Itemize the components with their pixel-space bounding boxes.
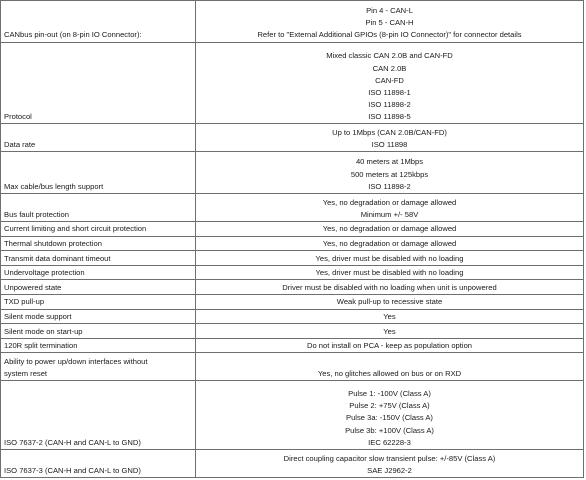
spec-value-cell xyxy=(196,353,584,381)
spec-label-cell xyxy=(1,353,196,381)
spec-row xyxy=(1,124,584,152)
spec-value-cell xyxy=(196,236,584,251)
spec-row xyxy=(1,1,584,43)
spec-value: Yes, driver must be disabled with no loading xyxy=(315,268,464,278)
spec-value: CAN 2.0B xyxy=(372,63,407,73)
spec-value: Weak pull-up to recessive state xyxy=(336,297,443,307)
spec-value: SAE J2962-2 xyxy=(367,465,412,475)
spec-label-cell xyxy=(1,449,196,477)
spec-row xyxy=(1,222,584,237)
spec-value: Pin 4 - CAN-L xyxy=(366,5,413,15)
spec-row xyxy=(1,152,584,194)
spec-row xyxy=(1,194,584,222)
spec-value: ISO 11898 xyxy=(371,140,408,150)
spec-value: Pin 5 - CAN-H xyxy=(365,18,414,28)
spec-value-cell xyxy=(196,194,584,222)
spec-value-cell xyxy=(196,449,584,477)
spec-label-cell xyxy=(1,1,196,43)
spec-label: Silent mode support xyxy=(4,312,72,321)
spec-value-cell xyxy=(196,338,584,353)
spec-value: CAN-FD xyxy=(375,75,404,85)
spec-value-cell xyxy=(196,152,584,194)
spec-row xyxy=(1,236,584,251)
spec-row xyxy=(1,449,584,477)
spec-label-cell xyxy=(1,251,196,266)
spec-row xyxy=(1,265,584,280)
spec-label-cell xyxy=(1,324,196,339)
spec-table-body xyxy=(1,1,584,478)
spec-value: ISO 11898-2 xyxy=(368,181,411,191)
spec-row xyxy=(1,295,584,310)
spec-label: ISO 7637-3 (CAN-H and CAN-L to GND) xyxy=(4,465,141,475)
spec-value: ISO 11898-5 xyxy=(368,112,411,122)
spec-label: Undervoltage protection xyxy=(4,268,85,278)
spec-value-cell xyxy=(196,222,584,237)
spec-value: ISO 11898-1 xyxy=(368,87,411,97)
spec-value-cell xyxy=(196,251,584,266)
spec-value: Do not install on PCA - keep as population option xyxy=(306,341,473,351)
spec-label-cell xyxy=(1,124,196,152)
spec-value: Minimum +/- 58V xyxy=(360,209,419,219)
spec-label-cell xyxy=(1,152,196,194)
spec-label: Thermal shutdown protection xyxy=(4,239,102,249)
spec-value-cell xyxy=(196,124,584,152)
spec-row xyxy=(1,381,584,449)
spec-value-cell xyxy=(196,280,584,295)
spec-label: Unpowered state xyxy=(4,282,62,292)
spec-label: Protocol xyxy=(4,112,32,122)
spec-label: 120R split termination xyxy=(4,341,78,351)
spec-value: IEC 62228-3 xyxy=(368,437,411,447)
spec-row xyxy=(1,42,584,124)
spec-value-cell xyxy=(196,324,584,339)
spec-label: TXD pull-up xyxy=(4,297,45,307)
spec-value-cell xyxy=(196,42,584,124)
spec-label: Data rate xyxy=(4,140,36,150)
spec-value: 40 meters at 1Mbps xyxy=(355,157,424,167)
spec-value: Yes, no degradation or damage allowed xyxy=(322,239,457,249)
spec-value: Yes, no glitches allowed on bus or on RXD xyxy=(317,369,462,379)
spec-value: Yes xyxy=(383,326,396,336)
spec-label: Transmit data dominant timeout xyxy=(4,253,111,263)
spec-value: ISO 11898-2 xyxy=(368,100,411,110)
spec-value: Yes, no degradation or damage allowed xyxy=(322,197,457,207)
spec-value: Yes, no degradation or damage allowed xyxy=(322,224,457,234)
spec-row xyxy=(1,251,584,266)
spec-value: Pulse 2: +75V (Class A) xyxy=(349,401,430,411)
spec-label-cell xyxy=(1,236,196,251)
spec-value: Pulse 3b: +100V (Class A) xyxy=(345,425,434,435)
spec-row xyxy=(1,324,584,339)
spec-value: Direct coupling capacitor slow transient pulse: +/-85V (Class A) xyxy=(283,453,496,463)
spec-label-cell xyxy=(1,295,196,310)
spec-value: Pulse 3a: -150V (Class A) xyxy=(346,413,433,423)
spec-label: Bus fault protection xyxy=(4,209,70,219)
spec-label-cell xyxy=(1,42,196,124)
spec-label: Max cable/bus length support xyxy=(4,181,104,191)
spec-label-cell xyxy=(1,222,196,237)
spec-value: Yes, driver must be disabled with no loading xyxy=(315,253,464,263)
spec-value: Yes xyxy=(383,312,396,322)
spec-row xyxy=(1,338,584,353)
spec-label: Current limiting and short circuit protection xyxy=(4,224,147,234)
spec-label-cell xyxy=(1,265,196,280)
spec-value-cell xyxy=(196,381,584,449)
spec-label: system reset xyxy=(4,369,48,379)
spec-row xyxy=(1,280,584,295)
spec-value: Mixed classic CAN 2.0B and CAN-FD xyxy=(326,51,453,61)
spec-label-cell xyxy=(1,338,196,353)
spec-label: CANbus pin-out (on 8-pin IO Connector): xyxy=(4,30,142,40)
spec-value-cell xyxy=(196,295,584,310)
spec-value-cell xyxy=(196,265,584,280)
spec-value: Up to 1Mbps (CAN 2.0B/CAN-FD) xyxy=(332,128,447,138)
spec-label: Silent mode on start-up xyxy=(4,326,83,336)
spec-label: ISO 7637-2 (CAN-H and CAN-L to GND) xyxy=(4,437,141,447)
spec-value-cell xyxy=(196,309,584,324)
spec-value: Driver must be disabled with no loading when unit is unpowered xyxy=(282,282,497,292)
spec-value: Pulse 1: -100V (Class A) xyxy=(348,388,431,398)
spec-label-cell xyxy=(1,280,196,295)
spec-label-cell xyxy=(1,381,196,449)
spec-label: Ability to power up/down interfaces without xyxy=(4,357,148,367)
spec-row xyxy=(1,309,584,324)
spec-label-cell xyxy=(1,194,196,222)
spec-label-cell xyxy=(1,309,196,324)
spec-value: Refer to "External Additional GPIOs (8-pin IO Connector)" for connector details xyxy=(257,30,522,40)
spec-value-cell xyxy=(196,1,584,43)
spec-row xyxy=(1,353,584,381)
spec-value: 500 meters at 125kbps xyxy=(350,169,429,179)
